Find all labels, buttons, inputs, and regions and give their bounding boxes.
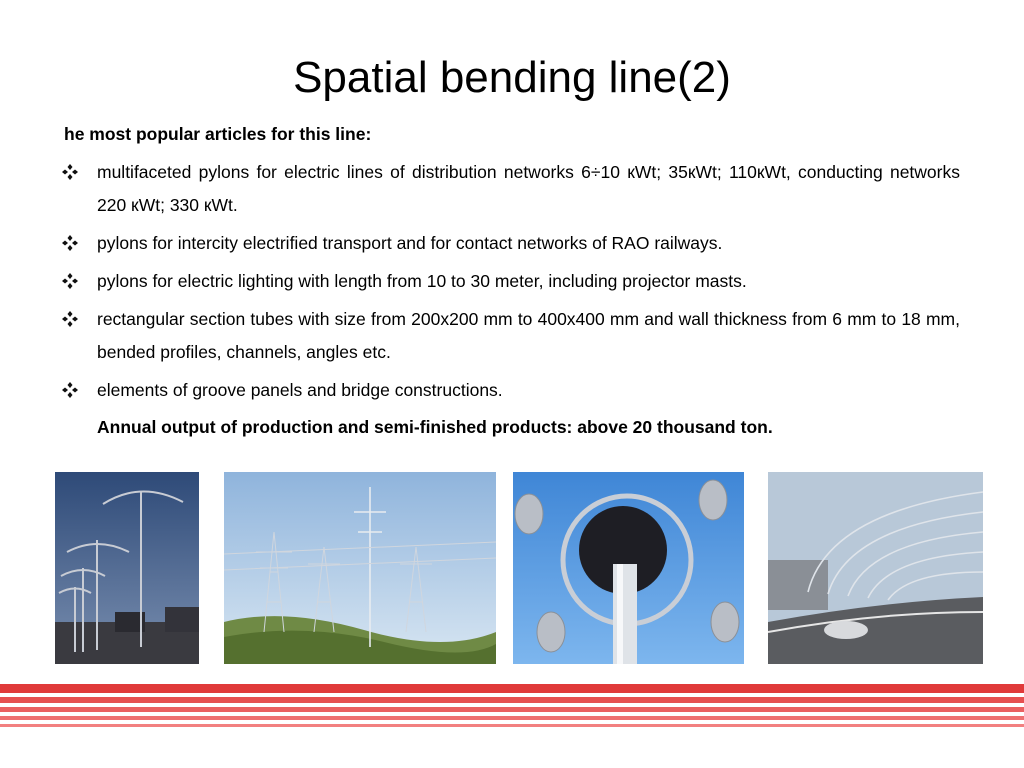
bullet-item bbox=[60, 265, 960, 298]
intro-text: he most popular articles for this line: bbox=[64, 124, 372, 144]
diamond-bullet-icon bbox=[62, 164, 78, 180]
bullet-text: pylons for intercity electrified transport and for contact networks of RAO railways. bbox=[97, 233, 723, 253]
footer-stripes bbox=[0, 684, 1024, 730]
bullet-item bbox=[60, 303, 960, 369]
diamond-bullet-icon bbox=[62, 311, 78, 327]
curved-bridge-structure-photo bbox=[768, 472, 983, 664]
bullet-list bbox=[60, 156, 960, 412]
power-transmission-towers-photo bbox=[224, 472, 496, 664]
bullet-text: pylons for electric lighting with length from 10 to 30 meter, including projector masts. bbox=[97, 271, 747, 291]
bullet-text: multifaceted pylons for electric lines of distribution networks 6÷10 кWt; 35кWt; 110кWt, conducting networks 220 кWt; 330 кWt. bbox=[97, 162, 960, 215]
slide-title: Spatial bending line(2) bbox=[293, 53, 731, 102]
projector-mast-lamps-photo bbox=[513, 472, 744, 664]
diamond-bullet-icon bbox=[62, 235, 78, 251]
diamond-bullet-icon bbox=[62, 382, 78, 398]
bullet-text: elements of groove panels and bridge constructions. bbox=[97, 380, 503, 400]
bullet-text: rectangular section tubes with size from 200x200 mm to 400x400 mm and wall thickness from 6 mm to 18 mm, bended profiles, channels, angles etc. bbox=[97, 309, 960, 362]
bullet-item bbox=[60, 156, 960, 222]
bullet-item bbox=[60, 374, 960, 407]
bullet-item bbox=[60, 227, 960, 260]
street-lighting-poles-photo bbox=[55, 472, 199, 664]
diamond-bullet-icon bbox=[62, 273, 78, 289]
annual-output-text: Annual output of production and semi-finished products: above 20 thousand ton. bbox=[97, 417, 773, 437]
